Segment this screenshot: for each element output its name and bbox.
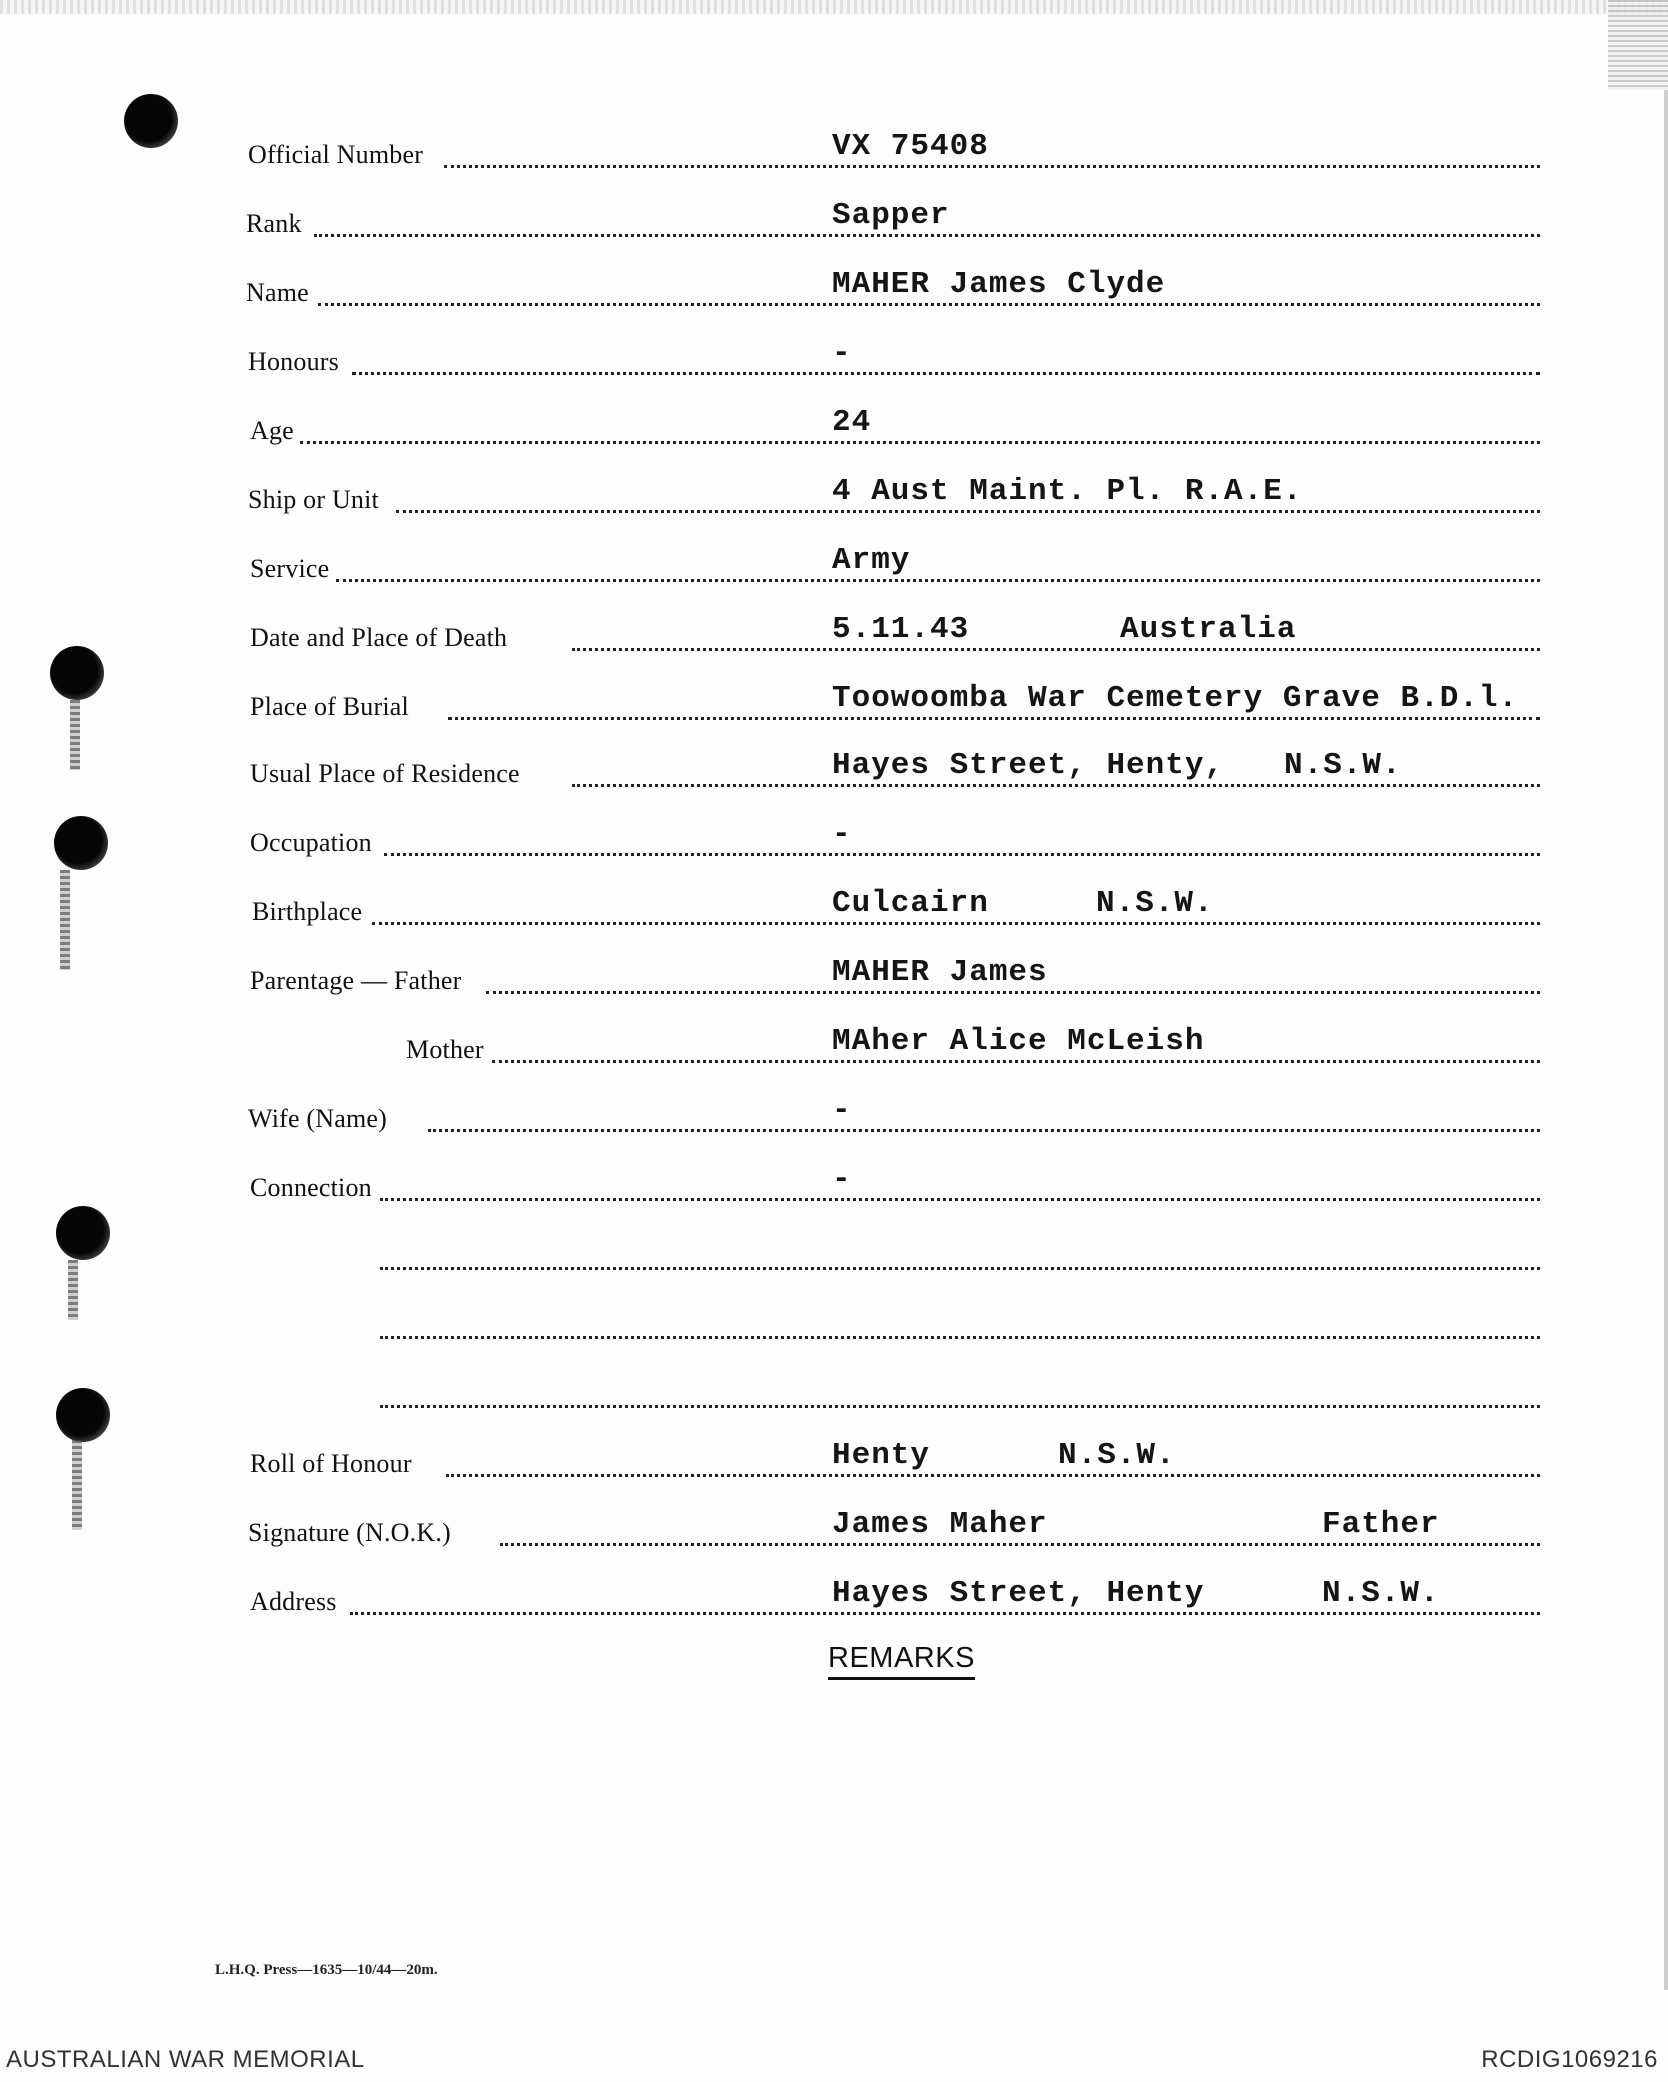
dotted-line	[318, 303, 1540, 306]
field-name	[0, 262, 1668, 312]
field-birthplace	[0, 881, 1668, 931]
field-label: Age	[250, 416, 294, 445]
dotted-line	[352, 372, 1540, 375]
dotted-line	[396, 510, 1540, 513]
dotted-line	[572, 784, 1540, 787]
field-occupation	[0, 812, 1668, 862]
field-value: Hayes Street, Henty,	[832, 748, 1225, 783]
field-label: Address	[250, 1587, 337, 1616]
field-blank-line	[0, 1226, 1668, 1276]
field-value-extra: N.S.W.	[1058, 1438, 1176, 1473]
dotted-line	[486, 991, 1540, 994]
field-value: -	[832, 1093, 852, 1128]
dotted-line	[380, 1405, 1540, 1408]
field-usual-residence	[0, 743, 1668, 793]
field-label: Roll of Honour	[250, 1449, 412, 1478]
field-value: MAher Alice McLeish	[832, 1024, 1205, 1059]
field-blank-line	[0, 1295, 1668, 1345]
field-value: James Maher	[832, 1507, 1048, 1542]
field-value-extra: Australia	[1120, 612, 1297, 647]
field-label: Occupation	[250, 828, 372, 857]
field-service	[0, 538, 1668, 588]
field-value: MAHER James	[832, 955, 1048, 990]
field-label: Mother	[406, 1035, 484, 1064]
field-label: Place of Burial	[250, 692, 409, 721]
field-place-of-burial	[0, 676, 1668, 726]
field-label: Wife (Name)	[248, 1104, 388, 1133]
field-honours	[0, 331, 1668, 381]
remarks-heading: REMARKS	[828, 1642, 975, 1680]
field-value: -	[832, 336, 852, 371]
field-label: Ship or Unit	[248, 485, 379, 514]
dotted-line	[448, 717, 1540, 720]
field-value: 4 Aust Maint. Pl. R.A.E.	[832, 474, 1303, 509]
field-value-extra: N.S.W.	[1322, 1576, 1440, 1611]
scan-corner-mark	[1608, 0, 1668, 90]
field-value: Culcairn	[832, 886, 989, 921]
dotted-line	[500, 1543, 1540, 1546]
field-value: -	[832, 817, 852, 852]
field-value-extra: Father	[1322, 1507, 1440, 1542]
field-label: Parentage — Father	[250, 966, 462, 995]
field-label: Service	[250, 554, 330, 583]
dotted-line	[384, 853, 1540, 856]
dotted-line	[380, 1336, 1540, 1339]
field-official-number	[0, 124, 1668, 174]
field-ship-or-unit	[0, 469, 1668, 519]
field-father	[0, 950, 1668, 1000]
dotted-line	[336, 579, 1540, 582]
field-value: 24	[832, 405, 872, 440]
dotted-line	[444, 165, 1540, 168]
dotted-line	[428, 1129, 1540, 1132]
dotted-line	[492, 1060, 1540, 1063]
field-address	[0, 1571, 1668, 1621]
field-label: Birthplace	[252, 897, 363, 926]
footer-record-id: RCDIG1069216	[1481, 2046, 1658, 2073]
field-value: VX 75408	[832, 129, 989, 164]
field-label: Usual Place of Residence	[250, 759, 520, 788]
field-value-extra: N.S.W.	[1096, 886, 1214, 921]
footer-source: AUSTRALIAN WAR MEMORIAL	[6, 2046, 365, 2073]
field-mother	[0, 1019, 1668, 1069]
field-value: Henty	[832, 1438, 931, 1473]
field-value: MAHER James Clyde	[832, 267, 1166, 302]
dotted-line	[380, 1267, 1540, 1270]
field-value-extra: N.S.W.	[1284, 748, 1402, 783]
field-blank-line	[0, 1364, 1668, 1414]
field-value: Toowoomba War Cemetery Grave B.D.l.	[832, 681, 1519, 716]
field-value: -	[832, 1162, 852, 1197]
field-rank	[0, 193, 1668, 243]
field-label: Name	[246, 278, 309, 307]
field-value: Hayes Street, Henty	[832, 1576, 1205, 1611]
field-age	[0, 400, 1668, 450]
field-label: Date and Place of Death	[250, 623, 508, 652]
dotted-line	[380, 1198, 1540, 1201]
dotted-line	[300, 441, 1540, 444]
scan-top-edge	[0, 0, 1668, 14]
field-wife	[0, 1088, 1668, 1138]
field-signature-nok	[0, 1502, 1668, 1552]
dotted-line	[350, 1612, 1540, 1615]
field-label: Connection	[250, 1173, 372, 1202]
press-code: L.H.Q. Press—1635—10/44—20m.	[215, 1962, 438, 1978]
field-label: Signature (N.O.K.)	[248, 1518, 451, 1547]
field-label: Honours	[248, 347, 339, 376]
dotted-line	[314, 234, 1540, 237]
field-value: Sapper	[832, 198, 950, 233]
field-date-place-death	[0, 607, 1668, 657]
dotted-line	[446, 1474, 1540, 1477]
field-value: Army	[832, 543, 911, 578]
field-value: 5.11.43	[832, 612, 970, 647]
field-roll-of-honour	[0, 1433, 1668, 1483]
dotted-line	[372, 922, 1540, 925]
dotted-line	[572, 648, 1540, 651]
field-connection	[0, 1157, 1668, 1207]
field-label: Official Number	[248, 140, 424, 169]
field-label: Rank	[246, 209, 302, 238]
